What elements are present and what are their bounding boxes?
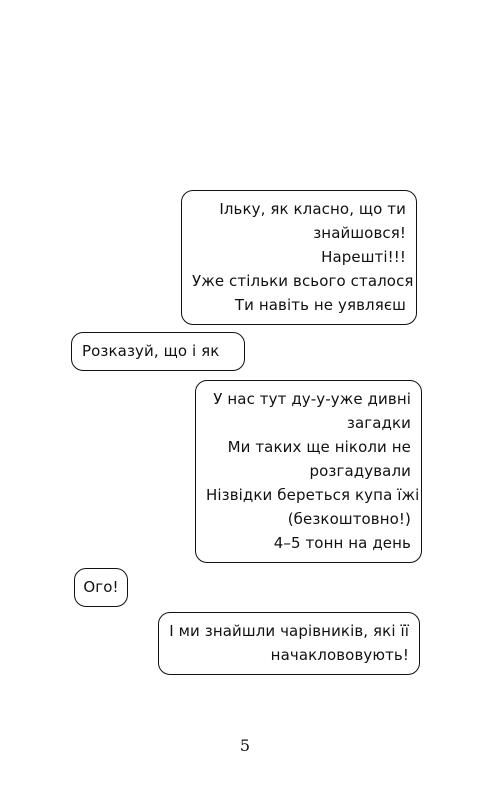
message-line: розгадували bbox=[309, 462, 411, 480]
message-bubble-outgoing bbox=[158, 612, 420, 675]
message-line: Розказуй, що і як bbox=[82, 342, 220, 360]
message-line: Ми таких ще ніколи не bbox=[227, 438, 411, 456]
message-line: Ого! bbox=[83, 578, 119, 596]
message-line: знайшовся! bbox=[313, 224, 406, 242]
message-line: начаклововують! bbox=[270, 646, 409, 664]
message-line: Уже стільки всього сталося bbox=[192, 272, 414, 290]
message-bubble-outgoing bbox=[195, 380, 422, 563]
message-line: Ти навіть не уявляєш bbox=[234, 296, 406, 314]
message-bubble-incoming bbox=[71, 332, 245, 371]
message-line: Ільку, як класно, що ти bbox=[219, 200, 406, 218]
page-number: 5 bbox=[239, 736, 251, 755]
message-line: 4–5 тонн на день bbox=[273, 534, 411, 552]
message-line: Нізвідки береться купа їжі bbox=[206, 486, 420, 504]
message-bubble-incoming bbox=[74, 568, 128, 607]
message-line: Нарешті!!! bbox=[321, 248, 406, 266]
message-bubble-outgoing bbox=[181, 190, 417, 325]
message-line: І ми знайшли чарівників, які її bbox=[169, 622, 409, 640]
message-line: У нас тут ду-у-уже дивні bbox=[213, 390, 411, 408]
message-line: загадки bbox=[346, 414, 411, 432]
message-line: (безкоштовно!) bbox=[287, 510, 411, 528]
